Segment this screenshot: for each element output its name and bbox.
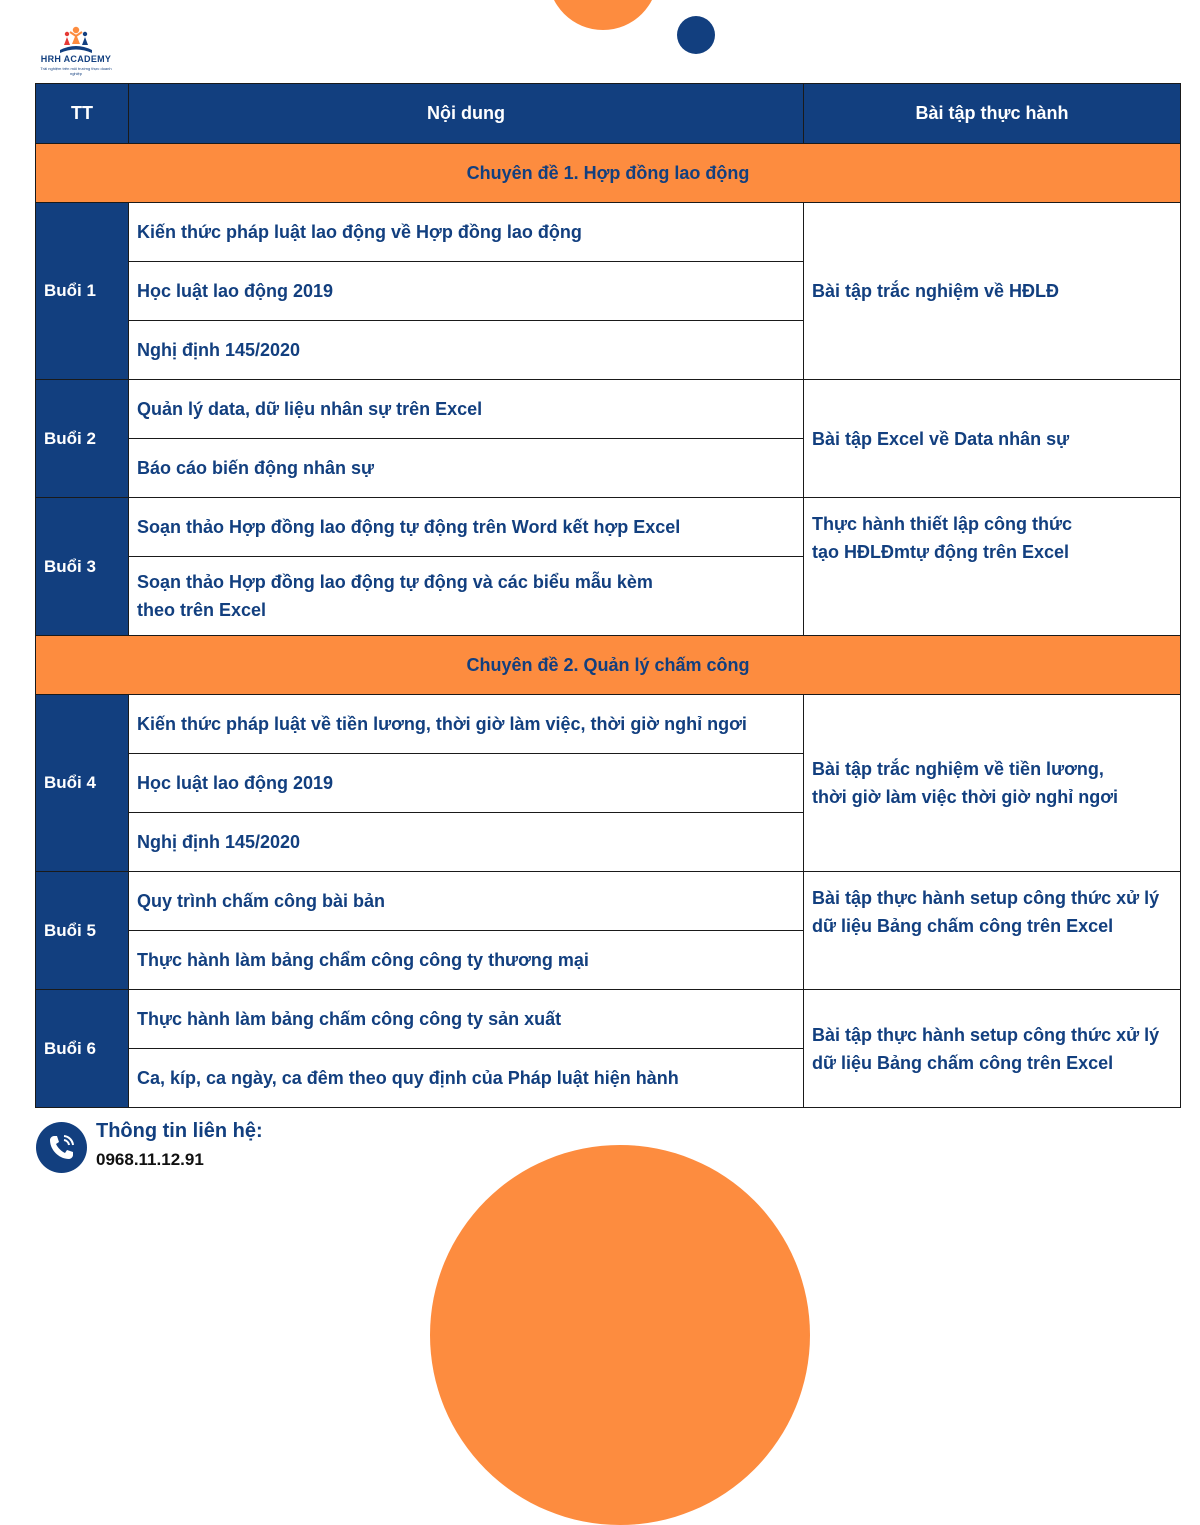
session-label: Buổi 4	[36, 695, 129, 872]
content-item: Quy trình chấm công bài bản	[129, 872, 804, 931]
session-label: Buổi 3	[36, 498, 129, 636]
session-label: Buổi 5	[36, 872, 129, 990]
practice-cell: Thực hành thiết lập công thức tạo HĐLĐmtự động trên Excel	[804, 498, 1181, 636]
header-content: Nội dung	[129, 84, 804, 144]
table-row	[36, 990, 1181, 1049]
decorative-orange-circle-bottom	[430, 1145, 810, 1525]
topic-title: Chuyên đề 1. Hợp đồng lao động	[36, 144, 1181, 203]
practice-cell: Bài tập thực hành setup công thức xử lý dữ liệu Bảng chấm công trên Excel	[804, 990, 1181, 1108]
session-label: Buổi 6	[36, 990, 129, 1108]
phone-icon	[36, 1122, 87, 1173]
header-tt: TT	[36, 84, 129, 144]
table-row	[36, 203, 1181, 262]
content-item: Nghị định 145/2020	[129, 321, 804, 380]
practice-cell: Bài tập trắc nghiệm về tiền lương, thời giờ làm việc thời giờ nghỉ ngơi	[804, 695, 1181, 872]
decorative-blue-dot	[677, 16, 715, 54]
table-row	[36, 498, 1181, 557]
logo-mark-icon	[34, 20, 118, 54]
table-header-row	[36, 84, 1181, 144]
table-row	[36, 872, 1181, 931]
content-item: Kiến thức pháp luật lao động về Hợp đồng lao động	[129, 203, 804, 262]
hrh-academy-logo	[34, 20, 118, 74]
content-item: Thực hành làm bảng chấm công công ty sản xuất	[129, 990, 804, 1049]
content-item: Soạn thảo Hợp đồng lao động tự động trên Word kết hợp Excel	[129, 498, 804, 557]
topic-row	[36, 144, 1181, 203]
course-schedule-table	[35, 83, 1181, 1108]
contact-title: Thông tin liên hệ:	[96, 1120, 263, 1142]
logo-name: HRH ACADEMY	[40, 54, 112, 64]
content-item: Học luật lao động 2019	[129, 754, 804, 813]
logo-tagline: Trải nghiệm trên môi trường thực doanh nghiệp	[40, 66, 112, 76]
content-item: Soạn thảo Hợp đồng lao động tự động và các biểu mẫu kèm theo trên Excel	[129, 557, 804, 636]
content-item: Quản lý data, dữ liệu nhân sự trên Excel	[129, 380, 804, 439]
content-item: Báo cáo biến động nhân sự	[129, 439, 804, 498]
content-item: Kiến thức pháp luật về tiền lương, thời giờ làm việc, thời giờ nghỉ ngơi	[129, 695, 804, 754]
practice-cell: Bài tập trắc nghiệm về HĐLĐ	[804, 203, 1181, 380]
session-label: Buổi 1	[36, 203, 129, 380]
content-item: Thực hành làm bảng chẩm công công ty thương mại	[129, 931, 804, 990]
decorative-orange-circle-top	[548, 0, 658, 30]
contact-phone: 0968.11.12.91	[96, 1150, 204, 1169]
topic-title: Chuyên đề 2. Quản lý chấm công	[36, 636, 1181, 695]
session-label: Buổi 2	[36, 380, 129, 498]
table-row	[36, 695, 1181, 754]
content-item: Nghị định 145/2020	[129, 813, 804, 872]
content-item: Ca, kíp, ca ngày, ca đêm theo quy định của Pháp luật hiện hành	[129, 1049, 804, 1108]
content-item: Học luật lao động 2019	[129, 262, 804, 321]
practice-cell: Bài tập Excel về Data nhân sự	[804, 380, 1181, 498]
table-row	[36, 380, 1181, 439]
header-practice: Bài tập thực hành	[804, 84, 1181, 144]
topic-row	[36, 636, 1181, 695]
practice-cell: Bài tập thực hành setup công thức xử lý dữ liệu Bảng chấm công trên Excel	[804, 872, 1181, 990]
